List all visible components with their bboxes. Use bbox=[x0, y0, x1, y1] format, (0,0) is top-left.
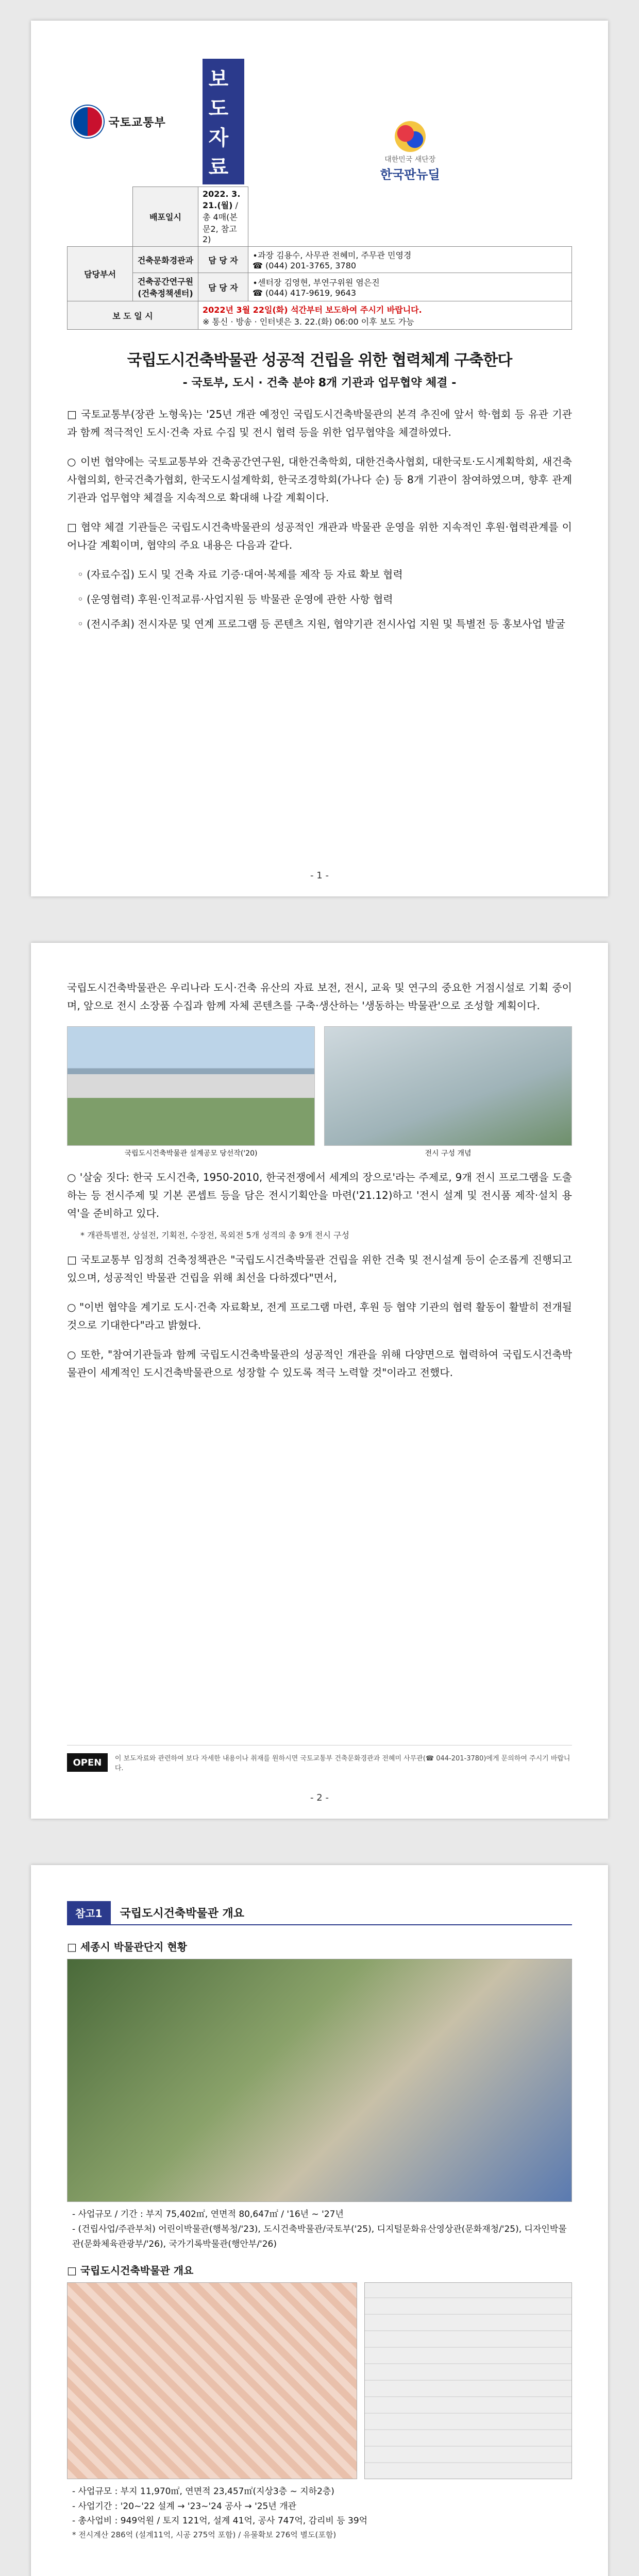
section-sejong-complex: □ 세종시 박물관단지 현황 bbox=[67, 1941, 187, 1953]
contact-footer bbox=[67, 1745, 572, 1772]
paragraph-1: □ 국토교통부(장관 노형욱)는 '25년 개관 예정인 국립도시건축박물관의 본격 추진에 앞서 학·협회 등 유관 기관과 함께 적극적인 도시·건축 자료 수집 및 전시 협력 등을 위한 업무협약을 체결하였다. bbox=[67, 408, 572, 438]
phone-2: ☎ (044) 417-9619, 9643 bbox=[253, 288, 357, 298]
release-pages: / 총 4매(본문2, 참고2) bbox=[203, 200, 238, 244]
government-emblem-icon bbox=[72, 106, 104, 138]
manager-label-2: 담 당 자 bbox=[198, 273, 248, 301]
manager-label-1: 담 당 자 bbox=[198, 247, 248, 273]
korean-new-deal-logo-icon bbox=[395, 121, 426, 152]
fact-budget-note: * 전시계산 286억 (설계11억, 시공 275억 포함) / 유물확보 276억 별도(포함) bbox=[72, 2530, 337, 2540]
agreement-item: ◦ (자료수집) 도시 및 건축 자료 기증·대여·복제를 제작 등 자료 확보 협력 bbox=[77, 568, 403, 581]
release-date-label: 배포일시 bbox=[133, 187, 198, 247]
page-number: - 1 - bbox=[310, 870, 329, 881]
exhibition-note: * 개관특별전, 상설전, 기획전, 수장전, 목외전 5개 성격의 총 9개 전시 구성 bbox=[80, 1230, 349, 1240]
reference-tag: 참고1 bbox=[67, 1901, 111, 1924]
release-date: 2022. 3. 21.(월) bbox=[203, 189, 241, 210]
fact-budget: - 총사업비 : 949억원 / 토지 121억, 설계 41억, 공사 747억, 감리비 등 39억 bbox=[72, 2516, 368, 2527]
agreement-item: ◦ (운영협력) 후원·인적교류·사업지원 등 박물관 운영에 관한 사항 협력 bbox=[77, 593, 393, 605]
press-release-title: 보 도 자 료 bbox=[203, 59, 244, 184]
fact-site: - 사업규모 : 부지 11,970㎡, 연면적 23,457㎡(지상3층 ~ 지하2층) bbox=[72, 2486, 334, 2497]
page-3 bbox=[31, 1865, 608, 2576]
museum-design-image bbox=[67, 1026, 315, 1146]
reference-title: 국립도시건축박물관 개요 bbox=[120, 1907, 244, 1920]
press-header-table bbox=[67, 57, 572, 330]
paragraph-quote-2: ○ "이번 협약을 계기로 도시·건축 자료확보, 전게 프로그램 마련, 후원 등 협약 기관의 협력 활동이 활발히 전개될 것으로 기대한다"라고 밝혔다. bbox=[67, 1301, 572, 1331]
image-caption-2: 전시 구성 개념 bbox=[425, 1149, 472, 1158]
page-number: - 2 - bbox=[310, 1792, 329, 1803]
dept-1: 건축문화경관과 bbox=[133, 247, 198, 273]
open-license-badge: OPEN bbox=[67, 1753, 108, 1772]
contact-footer-text: 이 보도자료와 관련하여 보다 자세한 내용이나 취재를 원하시면 국토교통부 건축문화경관과 전혜미 사무관(☎ 044-201-3780)에게 문의하여 주시기 바랍니다. bbox=[114, 1755, 570, 1772]
embargo-label: 보 도 일 시 bbox=[68, 301, 198, 330]
fact-scale: - 사업규모 / 기간 : 부지 75,402㎡, 연면적 80,647㎡ / '16년 ~ '27년 bbox=[72, 2209, 344, 2219]
image-caption-1: 국립도시건축박물관 설계공모 당선작('20) bbox=[124, 1149, 258, 1158]
paragraph-museum-intro: 국립도시건축박물관은 우리나라 도시·건축 유산의 자료 보전, 전시, 교육 및 연구의 중요한 거점시설로 기획 중이며, 앞으로 전시 소장품 수집과 함께 자체 콘텐츠를 구축·생산하는 '생동하는 박물관'으로 조성할 계획이다. bbox=[67, 981, 572, 1012]
headline: 국립도시건축박물관 성공적 건립을 위한 협력체계 구축한다 bbox=[127, 351, 512, 369]
exhibition-concept-image bbox=[324, 1026, 572, 1146]
paragraph-3: □ 협약 체결 기관들은 국립도시건축박물관의 성공적인 개관과 박물관 운영을 위한 지속적인 후원·협력관계를 이어나갈 계획이며, 협약의 주요 내용은 다음과 같다. bbox=[67, 521, 572, 551]
paragraph-quote-3: ○ 또한, "참여기관들과 함께 국립도시건축박물관의 성공적인 개관을 위해 다양면으로 협력하여 국립도시건축박물관이 세계적인 도시건축박물관으로 성장할 수 있도록 적극 노력할 것"이라고 전했다. bbox=[67, 1348, 572, 1379]
manager-1: ∙과장 김용수, 사무관 전혜미, 주무관 민영경 bbox=[253, 250, 412, 260]
manager-2: ∙센터장 김영현, 부연구위원 염은진 bbox=[253, 278, 380, 287]
agreement-item: ◦ (전시주최) 전시자문 및 연계 프로그램 등 콘텐츠 지원, 협약기관 전시사업 지원 및 특별전 등 홍보사업 발굴 bbox=[77, 618, 565, 630]
ministry-name: 국토교통부 bbox=[108, 116, 166, 129]
fact-projects: - (건립사업/주관부처) 어린이박물관(행복청/'23), 도시건축박물관/국토부('25), 디지털문화유산영상관(문화재청/'25), 디자인박물관(문화체육관광부/'26), 국가기록박물관(행안부/'26) bbox=[72, 2224, 567, 2249]
page-2 bbox=[31, 943, 608, 1819]
section-museum-overview: □ 국립도시건축박물관 개요 bbox=[67, 2264, 194, 2277]
paragraph-2: ○ 이번 협약에는 국토교통부와 건축공간연구원, 대한건축학회, 대한건축사협회, 대한국토·도시계획학회, 새건축사협의회, 한국건축가협회, 한국도시설계학회, 한국조경학회(가나다 순) 등 8개 기관이 참여하였으며, 향후 관계기관과 업무협약 체결을 지속적으로 확대해 나갈 계획이다. bbox=[67, 455, 572, 504]
dept-2: 건축공간연구원 (건축정책센터) bbox=[133, 273, 198, 301]
new-deal-slogan-big: 한국판뉴딜 bbox=[380, 167, 440, 182]
embargo-note: ※ 통신 · 방송 · 인터넷은 3. 22.(화) 06:00 이후 보도 가능 bbox=[203, 317, 414, 327]
contact-label: 담당부서 bbox=[68, 247, 133, 301]
page-1 bbox=[31, 21, 608, 896]
museum-complex-site-image bbox=[67, 1959, 572, 2202]
floor-plan-image bbox=[364, 2282, 572, 2479]
new-deal-slogan-small: 대한민국 새단장 bbox=[384, 155, 436, 164]
paragraph-exhibition-plan: ○ '살숨 짓다: 한국 도시건축, 1950-2010, 한국전쟁에서 세계의 장으로'라는 주제로, 9개 전시 프로그램을 도출하는 등 전시주제 및 기본 콘셉트 등을 담은 전시기획안을 마련('21.12)하고 '전시 설계 및 전시품 제작·설치 용역'을 준비하고 있다. bbox=[67, 1171, 572, 1219]
fact-period: - 사업기간 : '20~'22 설계 → '23~'24 공사 → '25년 개관 bbox=[72, 2501, 297, 2512]
phone-1: ☎ (044) 201-3765, 3780 bbox=[253, 261, 357, 270]
embargo-text: 2022년 3월 22일(화) 석간부터 보도하여 주시기 바랍니다. bbox=[203, 305, 422, 315]
subheadline: - 국토부, 도시 · 건축 분야 8개 기관과 업무협약 체결 - bbox=[182, 377, 457, 389]
agreement-items-list bbox=[77, 566, 572, 633]
site-plan-image bbox=[67, 2282, 357, 2479]
paragraph-quote-1: □ 국토교통부 임정희 건축정책관은 "국립도시건축박물관 건립을 위한 건축 및 전시설계 등이 순조롭게 진행되고 있으며, 성공적인 박물관 건립을 위해 최선을 다하겠다"면서, bbox=[67, 1253, 572, 1284]
